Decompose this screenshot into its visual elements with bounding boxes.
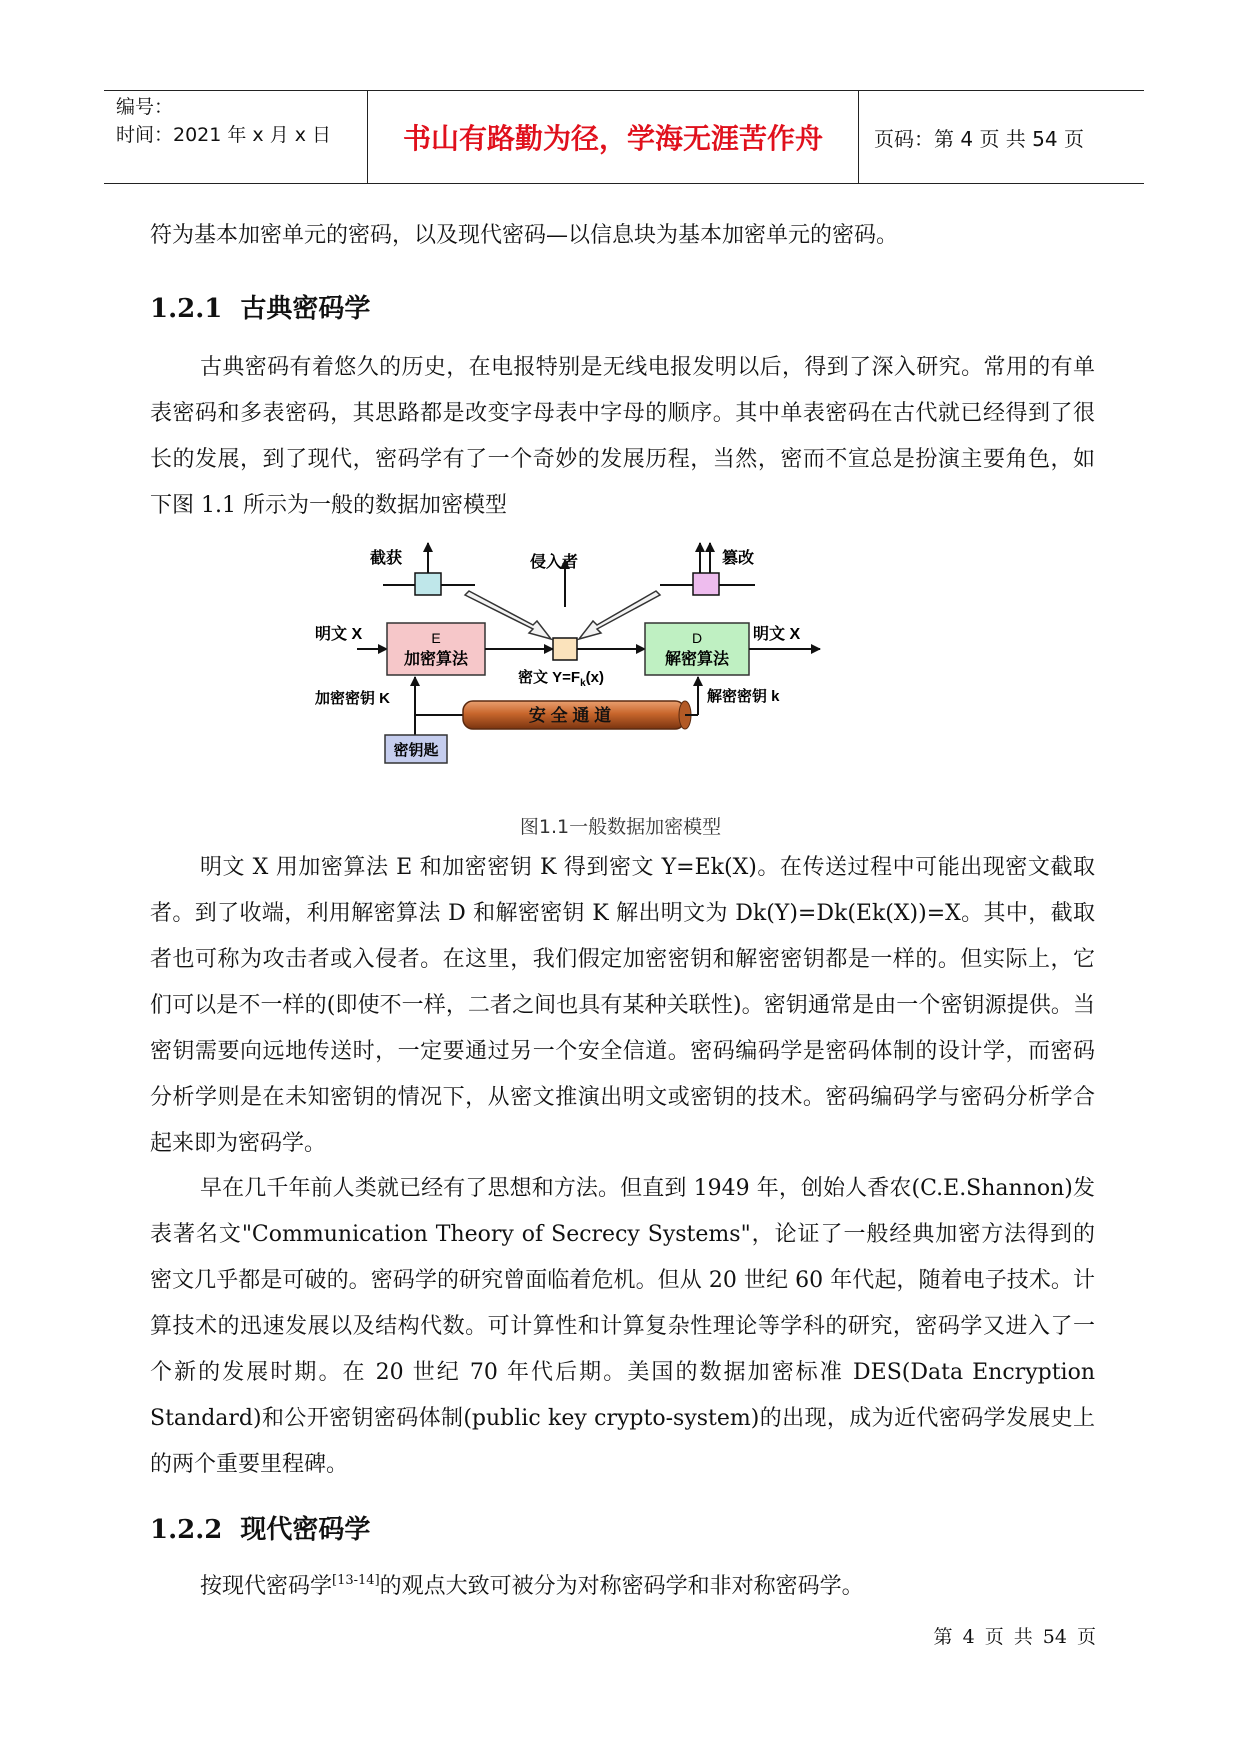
- header-page-info: 页码：第 4 页 共 54 页: [874, 126, 1084, 151]
- secure-channel-label: 安 全 通 道: [528, 706, 612, 725]
- encryption-letter: E: [431, 630, 441, 646]
- encryption-key-label: 加密密钥 K: [315, 690, 391, 707]
- section-heading-1-2-2: [150, 1510, 370, 1550]
- paragraph-intro: 符为基本加密单元的密码，以及现代密码—以信息块为基本加密单元的密码。: [150, 223, 899, 248]
- intercept-box: [415, 573, 441, 595]
- paragraph-classical-crypto: 古典密码有着悠久的历史，在电报特别是无线电报发明以后，得到了深入研究。常用的有单表密码和多表密码，其思路都是改变字母表中字母的顺序。其中单表密码在古代就已经得到了很长的发展，到了现代，密码学有了一个奇妙的发展历程，当然，密而不宣总是扮演主要角色，如下图 1.1 所示为一般的数据加密模型: [150, 355, 1095, 518]
- text-run: 按现代密码学: [200, 1574, 333, 1599]
- decryption-letter: D: [691, 630, 703, 646]
- page-footer: 第 4 页 共 54 页: [933, 1626, 1096, 1648]
- decryption-key-label: 解密密钥 k: [707, 688, 780, 705]
- header-divider: [858, 91, 859, 183]
- header-number-label: 编号：: [116, 96, 174, 118]
- section-title: 现代密码学: [240, 1515, 371, 1545]
- figure-caption: 图1.1一般数据加密模型: [519, 816, 722, 838]
- ciphertext-box: [553, 638, 577, 660]
- paragraph-modern-crypto: [150, 1564, 1095, 1610]
- intercept-label: 截获: [370, 550, 403, 567]
- tamper-box: [693, 573, 719, 595]
- plaintext-in-label: 明文 X: [315, 626, 363, 643]
- encryption-name: 加密算法: [403, 651, 469, 668]
- decryption-name: 解密算法: [664, 651, 730, 668]
- ciphertext-label: 密文 $Y=F_k(x)$: [518, 669, 605, 689]
- paragraph-history: 早在几千年前人类就已经有了思想和方法。但直到 1949 年，创始人香农(C.E.Shannon)发表著名文"Communication Theory of Secrecy Systems"，论证了一般经典加密方法得到的密文几乎都是可破的。密码学的研究曾面临着危机。但从 20 世纪 60 年代起，随着电子技术。计算技术的迅速发展以及结构代数。可计算性和计算复杂性理论等学科的研究，密码学又进入了一个新的发展时期。在 20 世纪 70 年代后期。美国的数据加密标准 DES(Data Encryption Standard)和公开密钥密码体制(public key crypto-system)的出现，成为近代密码学发展史上的两个重要里程碑。: [150, 1176, 1095, 1477]
- section-number: 1.2.1: [150, 294, 223, 324]
- header-motto: 书山有路勤为径，学海无涯苦作舟: [402, 122, 823, 155]
- tamper-label: 篡改: [722, 550, 755, 567]
- plaintext-out-label: 明文 X: [753, 626, 801, 643]
- header-meta: [116, 93, 366, 149]
- intruder-label: 侵入者: [530, 554, 579, 571]
- key-source-label: 密钥匙: [393, 742, 439, 759]
- section-heading-1-2-1: [150, 289, 370, 329]
- section-number: 1.2.2: [150, 1515, 223, 1545]
- citation[interactable]: [13-14]: [332, 1573, 380, 1588]
- paragraph-encryption-model: 明文 X 用加密算法 E 和加密密钥 K 得到密文 Y=Ek(X)。在传送过程中可能出现密文截取者。到了收端，利用解密算法 D 和解密密钥 K 解出明文为 Dk(Y)=Dk(Ek(X))=X。其中，截取者也可称为攻击者或入侵者。在这里，我们假定加密密钥和解密密钥都是一样的。但实际上，它们可以是不一样的(即使不一样，二者之间也具有某种关联性)。密钥通常是由一个密钥源提供。当密钥需要向远地传送时，一定要通过另一个安全信道。密码编码学是密码体制的设计学，而密码分析学则是在未知密钥的情况下，从密文推演出明文或密钥的技术。密码编码学与密码分析学合起来即为密码学。: [150, 855, 1095, 1156]
- document-header: [104, 90, 1144, 184]
- encryption-model-diagram: [315, 535, 925, 790]
- header-time-label: 时间：2021 年 x 月 x 日: [116, 124, 332, 146]
- section-title: 古典密码学: [240, 294, 371, 324]
- text-run: 的观点大致可被分为对称密码学和非对称密码学。: [379, 1574, 864, 1599]
